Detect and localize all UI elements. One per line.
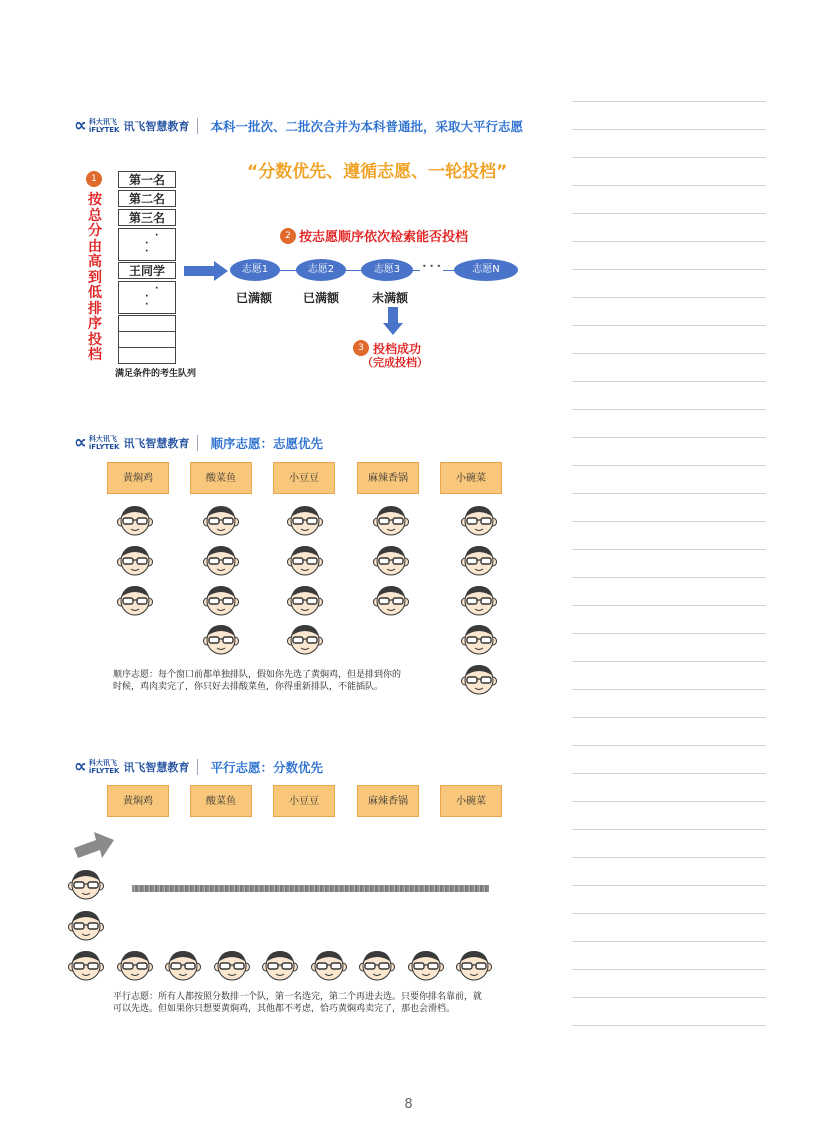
dish-window: 黄焖鸡 [107, 462, 169, 494]
note-line [572, 297, 766, 298]
student-face-icon [202, 503, 240, 537]
queue-cell-empty-1 [118, 315, 176, 332]
note-line [572, 997, 766, 998]
note-line [572, 213, 766, 214]
queue-cell-wang: 王同学 [118, 262, 176, 279]
wish2-status: 已满额 [303, 291, 340, 305]
note-line [572, 437, 766, 438]
vertical-label-char: 排 [88, 300, 102, 317]
student-face-icon [67, 908, 105, 942]
note-line [572, 521, 766, 522]
student-face-icon [407, 948, 445, 982]
vertical-label-char: 低 [88, 285, 102, 301]
note-line [572, 465, 766, 466]
student-face-icon [213, 948, 251, 982]
student-face-icon [358, 948, 396, 982]
brand-logo-3: ∝ 科大讯飞 iFLYTEK 讯飞智慧教育 平行志愿：分数优先 [74, 756, 323, 777]
student-face-icon [460, 543, 498, 577]
note-line [572, 829, 766, 830]
note-line [572, 185, 766, 186]
note-line [572, 913, 766, 914]
note-line [572, 157, 766, 158]
wish-2: 志愿2 [296, 259, 346, 281]
iflytek-logo-icon: ∝ [74, 432, 87, 453]
student-face-icon [286, 503, 324, 537]
student-face-icon [202, 543, 240, 577]
queue-cell-dots-2: · · · [118, 281, 176, 314]
queue-caption: 满足条件的考生队列 [115, 369, 197, 379]
student-face-icon [286, 622, 324, 656]
note-line [572, 381, 766, 382]
note-line [572, 325, 766, 326]
note-line [572, 605, 766, 606]
note-line [572, 633, 766, 634]
wish-3: 志愿3 [361, 259, 413, 281]
note-line [572, 717, 766, 718]
step3-badge: 3 [353, 340, 369, 356]
student-face-icon [372, 583, 410, 617]
queue-cell-empty-3 [118, 347, 176, 364]
step1-badge: 1 [86, 171, 102, 187]
student-face-icon [286, 583, 324, 617]
brand-small-top: 科大讯飞 [88, 118, 117, 126]
gray-arrow-icon [72, 830, 116, 862]
note-line [572, 101, 766, 102]
queue-cell-dots: · · · [118, 228, 176, 261]
brand-small-bottom: iFLYTEK [88, 126, 120, 134]
dish-window: 黄焖鸡 [107, 785, 169, 817]
vertical-label-char: 到 [88, 269, 102, 286]
student-face-icon [116, 503, 154, 537]
student-face-icon [67, 867, 105, 901]
vertical-label-char: 高 [88, 254, 102, 270]
vertical-rank-label [87, 193, 103, 364]
queue-cell-1: 第一名 [118, 171, 176, 188]
note-line [572, 941, 766, 942]
vertical-label-char: 总 [88, 207, 102, 224]
note-line [572, 577, 766, 578]
wish-1: 志愿1 [230, 259, 280, 281]
student-face-icon [202, 583, 240, 617]
slogan: “分数优先、遵循志愿、一轮投档” [247, 162, 508, 182]
step3-line2: （完成投档） [362, 356, 428, 369]
student-face-icon [372, 543, 410, 577]
note-line [572, 353, 766, 354]
note-line [572, 493, 766, 494]
vertical-label-char: 按 [88, 192, 102, 208]
student-face-icon [202, 622, 240, 656]
note-line [572, 129, 766, 130]
student-face-icon [460, 662, 498, 696]
note-line [572, 745, 766, 746]
wish1-status: 已满额 [236, 291, 273, 305]
wish-n: 志愿N [454, 259, 518, 281]
student-face-icon [372, 503, 410, 537]
dish-window: 麻辣香锅 [357, 785, 419, 817]
note-line [572, 969, 766, 970]
student-face-icon [164, 948, 202, 982]
queue-cell-empty-2 [118, 331, 176, 348]
step2-text: 按志愿顺序依次检索能否投档 [299, 230, 469, 245]
step3-line1: 投档成功 [373, 342, 422, 356]
note-line [572, 885, 766, 886]
student-face-icon [460, 503, 498, 537]
wish-ellipsis: • • • [422, 262, 442, 271]
student-face-icon [116, 583, 154, 617]
note-line [572, 857, 766, 858]
page-number: 8 [404, 1097, 413, 1112]
dish-window: 小豆豆 [273, 785, 335, 817]
student-face-icon [460, 622, 498, 656]
student-face-icon [310, 948, 348, 982]
wish3-status: 未满额 [372, 291, 409, 305]
note-line [572, 241, 766, 242]
section3-caption: 平行志愿：所有人都按照分数排一个队，第一名选完，第二个再进去选。只要你排名靠前，就 可以先选。但如果你只想要黄焖鸡，其他都不考虑，恰巧黄焖鸡卖完了，那也会滑档。 [113, 992, 483, 1014]
section1-title: 本科一批次、二批次合并为本科普通批，采取大平行志愿 [210, 119, 523, 134]
student-face-icon [286, 543, 324, 577]
section2-title: 顺序志愿：志愿优先 [210, 436, 323, 451]
dish-window: 小豆豆 [273, 462, 335, 494]
note-line [572, 689, 766, 690]
student-face-icon [116, 543, 154, 577]
note-line [572, 801, 766, 802]
vertical-label-char: 序 [88, 316, 102, 332]
note-line [572, 661, 766, 662]
vertical-label-char: 档 [88, 347, 102, 363]
student-face-icon [261, 948, 299, 982]
down-arrow-icon [383, 307, 403, 335]
student-face-icon [67, 948, 105, 982]
queue-cell-2: 第二名 [118, 190, 176, 207]
student-face-icon [116, 948, 154, 982]
note-line [572, 1025, 766, 1026]
right-arrow-icon [184, 261, 230, 281]
dish-window: 小碗菜 [440, 462, 502, 494]
queue-cell-3: 第三名 [118, 209, 176, 226]
section2-caption: 顺序志愿：每个窗口前都单独排队，假如你先选了黄焖鸡，但是排到你的 时候，鸡肉卖完了，你只好去排酸菜鱼，你得重新排队，不能插队。 [113, 670, 402, 692]
note-line [572, 269, 766, 270]
note-line [572, 409, 766, 410]
note-line [572, 773, 766, 774]
section3-title: 平行志愿：分数优先 [210, 760, 323, 775]
vertical-label-char: 分 [88, 223, 102, 239]
dotted-separator [132, 885, 489, 892]
note-line [572, 549, 766, 550]
vertical-label-char: 由 [88, 238, 102, 255]
dish-window: 小碗菜 [440, 785, 502, 817]
dish-window: 麻辣香锅 [357, 462, 419, 494]
student-face-icon [455, 948, 493, 982]
step2-badge: 2 [280, 228, 296, 244]
iflytek-logo-icon: ∝ [74, 115, 87, 136]
dish-window: 酸菜鱼 [190, 785, 252, 817]
vertical-label-char: 投 [88, 331, 102, 348]
iflytek-logo-icon: ∝ [74, 756, 87, 777]
student-face-icon [460, 583, 498, 617]
brand-logo-2: ∝ 科大讯飞 iFLYTEK 讯飞智慧教育 顺序志愿：志愿优先 [74, 432, 323, 453]
brand-name: 讯飞智慧教育 [123, 120, 190, 133]
brand-logo [74, 116, 523, 136]
dish-window: 酸菜鱼 [190, 462, 252, 494]
